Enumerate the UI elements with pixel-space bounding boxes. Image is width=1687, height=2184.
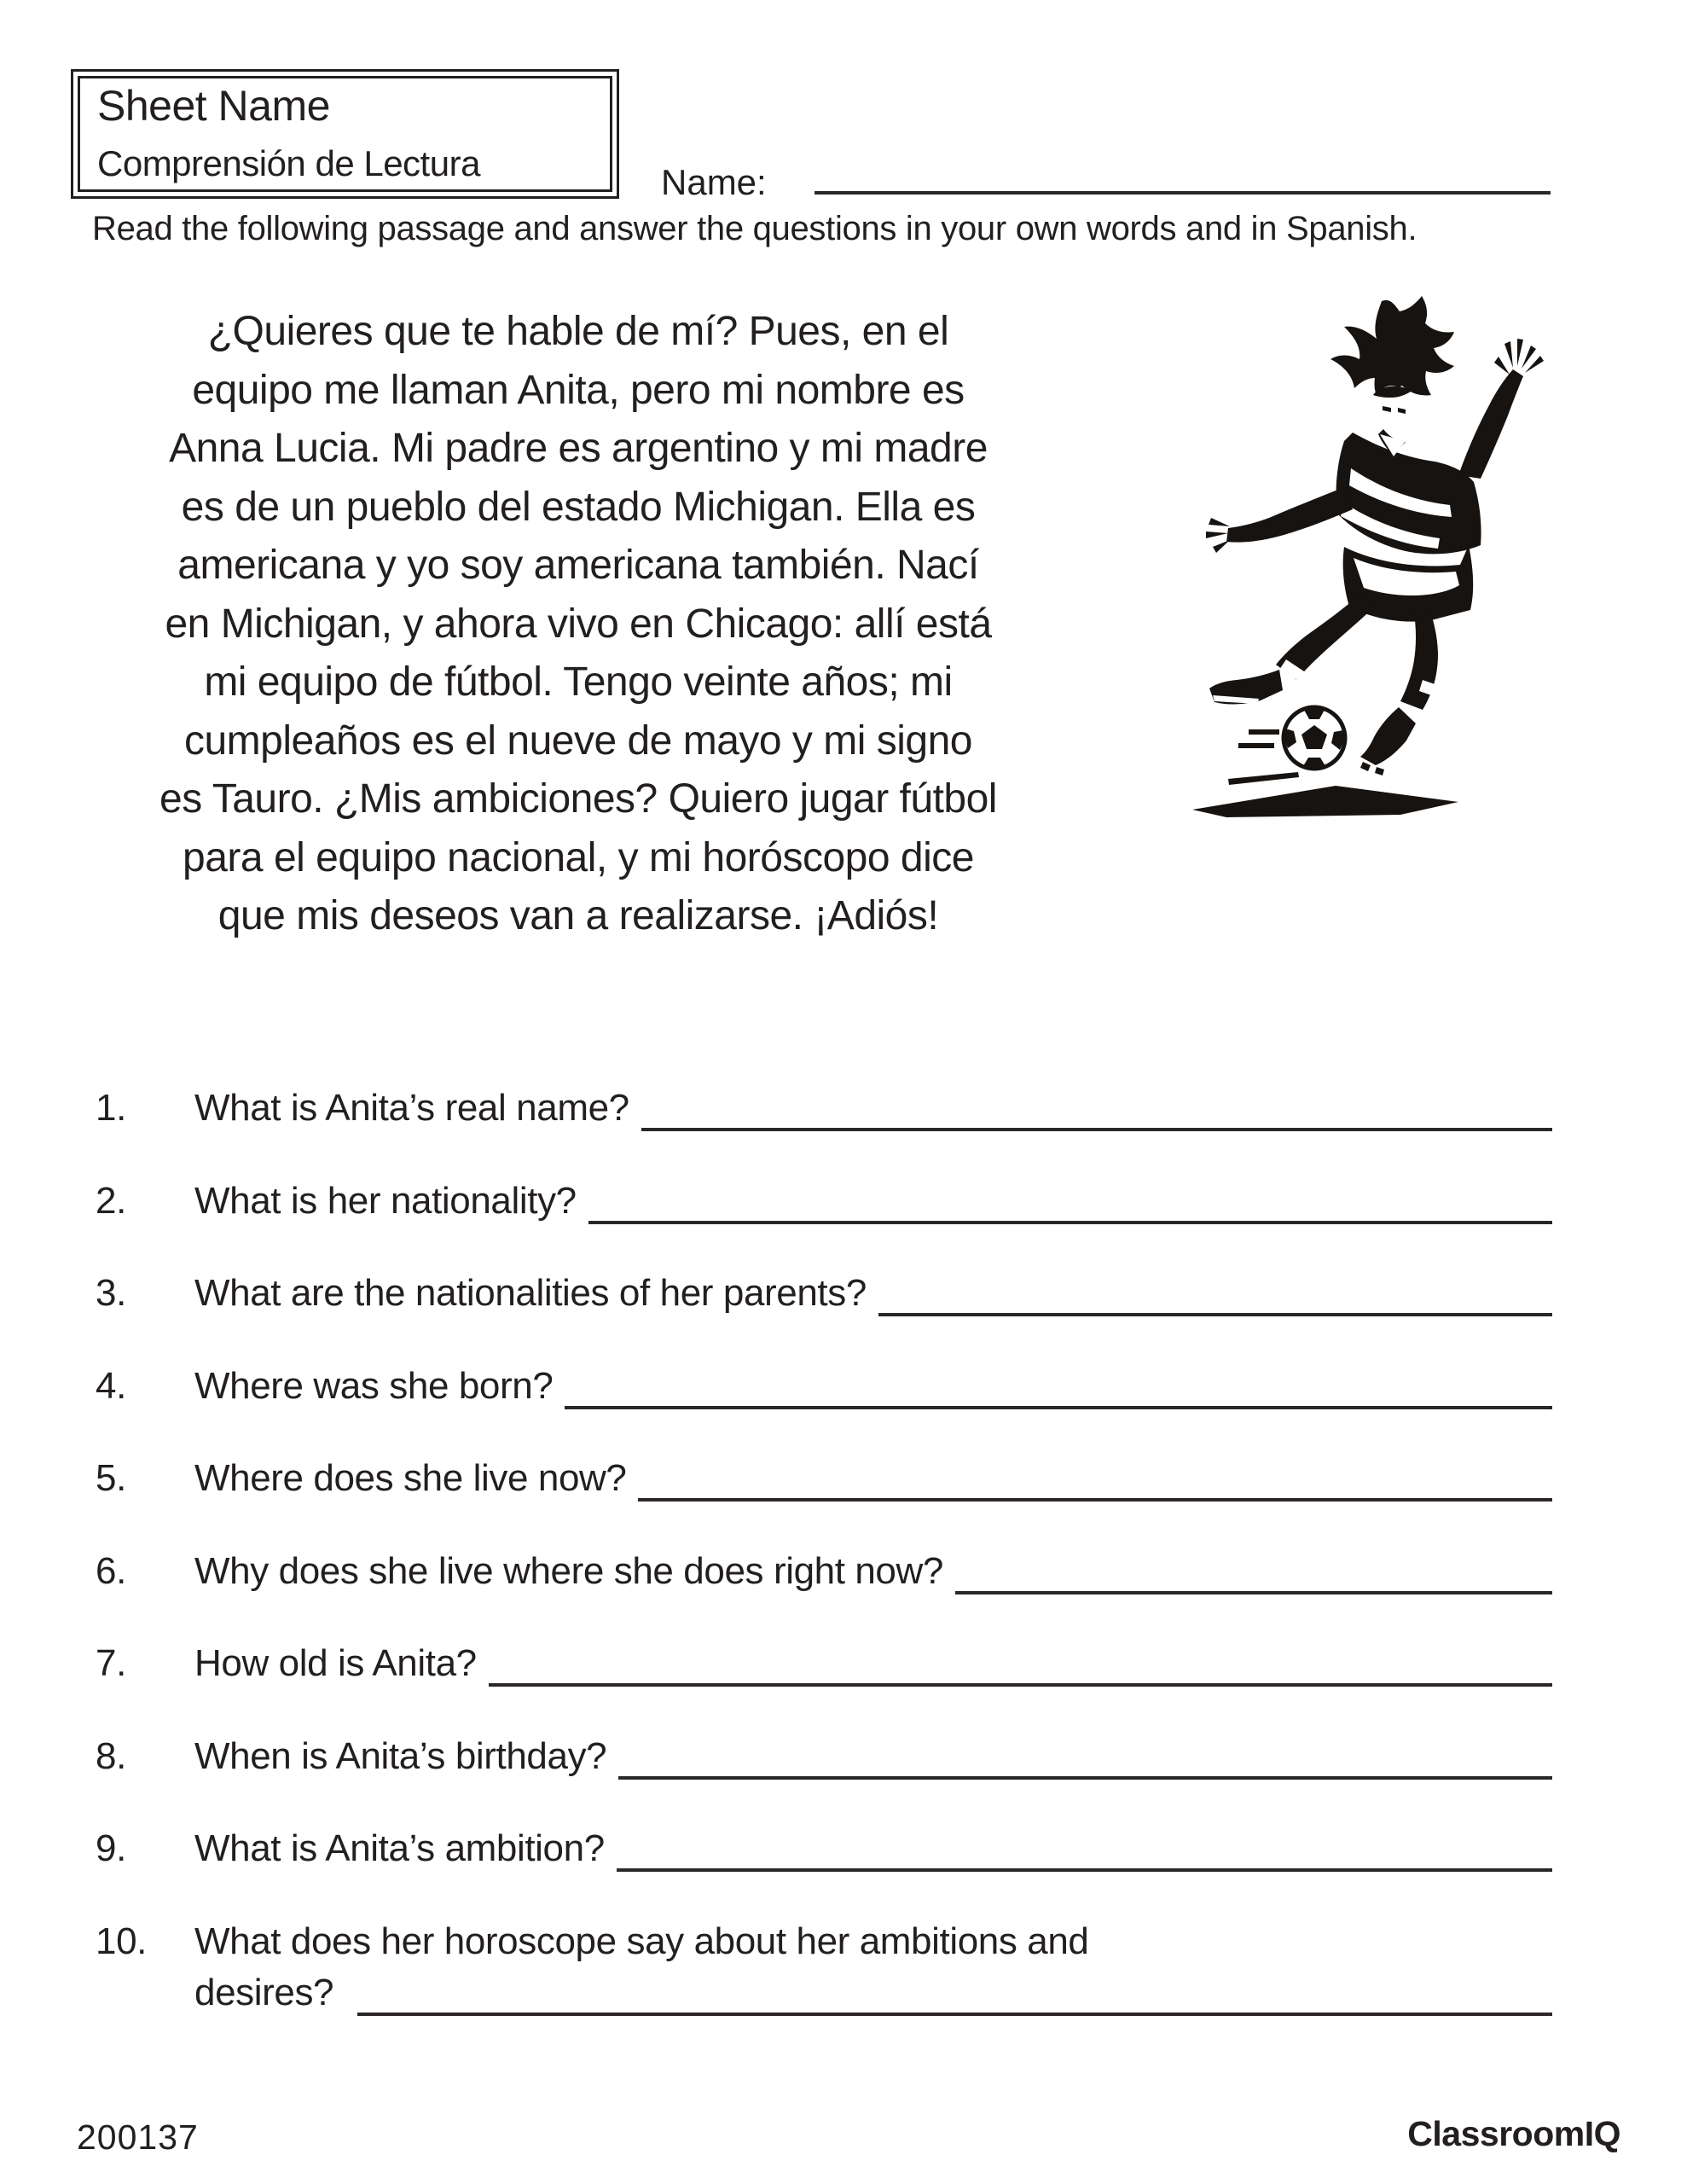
passage-line: Anna Lucia. Mi padre es argentino y mi madre — [169, 426, 988, 471]
sheet-name: Sheet Name — [97, 82, 330, 130]
question-number: 2. — [96, 1179, 126, 1222]
passage-line: cumpleaños es el nueve de mayo y mi signo — [183, 717, 972, 764]
question-text: Where does she live now? — [194, 1457, 627, 1499]
question-row — [0, 1178, 1687, 1271]
answer-line[interactable] — [565, 1363, 1552, 1409]
sheet-subtitle: Comprensión de Lectura — [97, 143, 480, 183]
cleat-stud — [1360, 762, 1371, 771]
cleat-stud — [1375, 767, 1384, 775]
question-row — [0, 1085, 1687, 1178]
question-line — [0, 1085, 1687, 1131]
answer-line[interactable] — [955, 1548, 1552, 1594]
name-input-line[interactable] — [815, 191, 1551, 195]
left-hand-finger — [1209, 518, 1230, 526]
answer-line[interactable] — [617, 1826, 1552, 1872]
question-line — [0, 1178, 1687, 1224]
question-text: desires? — [194, 1971, 334, 2013]
question-line — [0, 1641, 1687, 1687]
answer-line[interactable] — [357, 1970, 1552, 2016]
question-row — [0, 1919, 1687, 2012]
question-row — [0, 1734, 1687, 1827]
name-label: Name: — [661, 162, 767, 202]
reading-passage — [72, 303, 1084, 946]
answer-line[interactable] — [638, 1455, 1552, 1502]
answer-line[interactable] — [588, 1178, 1552, 1224]
question-line-continued — [0, 1970, 1687, 2016]
question-text: What are the nationalities of her parents? — [194, 1272, 867, 1314]
passage-line: en Michigan, y ahora vivo en Chicago: allí está — [165, 601, 992, 647]
raised-hand-finger — [1504, 341, 1513, 368]
passage-line: para el equipo nacional, y mi horóscopo dice — [183, 834, 974, 880]
question-line — [0, 1363, 1687, 1409]
question-line — [0, 1455, 1687, 1502]
question-line — [0, 1270, 1687, 1316]
question-line — [0, 1548, 1687, 1594]
ground-shadow — [1192, 786, 1458, 817]
passage-line: que mis deseos van a realizarse. ¡Adiós! — [217, 893, 939, 938]
question-number: 4. — [96, 1364, 126, 1407]
question-row — [0, 1641, 1687, 1734]
question-row — [0, 1826, 1687, 1919]
title-box-inner — [78, 76, 612, 192]
question-list — [0, 1085, 1687, 2011]
answer-line[interactable] — [489, 1641, 1552, 1687]
question-row — [0, 1363, 1687, 1456]
question-row — [0, 1455, 1687, 1548]
question-number: 1. — [96, 1087, 126, 1129]
question-text: How old is Anita? — [194, 1642, 477, 1684]
raised-arm — [1458, 369, 1523, 479]
question-text: What is Anita’s real name? — [194, 1087, 629, 1129]
instructions-text: Read the following passage and answer the questions in your own words and in Spanish. — [92, 210, 1417, 247]
passage-line: mi equipo de fútbol. Tengo veinte años; mi — [204, 659, 953, 705]
question-text: Where was she born? — [194, 1364, 554, 1407]
question-row — [0, 1548, 1687, 1641]
answer-line[interactable] — [878, 1270, 1552, 1316]
left-hand-finger — [1206, 531, 1228, 538]
question-number: 10. — [96, 1920, 147, 1962]
question-row — [0, 1270, 1687, 1363]
passage-line: ¿Quieres que te hable de mí? Pues, en el — [207, 309, 949, 354]
passage-line: es Tauro. ¿Mis ambiciones? Quiero jugar fútbol — [159, 776, 997, 822]
question-text: When is Anita’s birthday? — [194, 1734, 607, 1777]
question-text: What is her nationality? — [194, 1179, 577, 1222]
question-text: What is Anita’s ambition? — [194, 1827, 605, 1869]
answer-line[interactable] — [618, 1734, 1552, 1780]
passage-line: americana y yo soy americana también. Nací — [177, 543, 979, 588]
motion-line — [1228, 772, 1299, 785]
question-line — [0, 1919, 1687, 1965]
brand-logo: ClassroomIQ — [1407, 2114, 1620, 2153]
question-number: 9. — [96, 1827, 126, 1869]
question-line — [0, 1734, 1687, 1780]
question-number: 6. — [96, 1549, 126, 1592]
worksheet-code: 200137 — [77, 2117, 199, 2157]
passage-line: equipo me llaman Anita, pero mi nombre es — [192, 367, 965, 413]
question-text: Why does she live where she does right now? — [194, 1549, 943, 1592]
left-arm — [1226, 487, 1353, 543]
question-number: 5. — [96, 1457, 126, 1499]
answer-line[interactable] — [641, 1085, 1552, 1131]
motion-line — [1249, 729, 1279, 735]
soccer-player-ink-group — [1192, 296, 1544, 817]
title-box — [71, 69, 619, 199]
motion-line — [1238, 743, 1274, 748]
question-line — [0, 1826, 1687, 1872]
soccer-player-illustration — [1177, 294, 1552, 823]
question-number: 7. — [96, 1642, 126, 1684]
passage-line: es de un pueblo del estado Michigan. Ella es — [181, 484, 976, 530]
striking-cleat — [1360, 707, 1416, 765]
left-hand-finger — [1213, 540, 1230, 553]
question-number: 8. — [96, 1734, 126, 1777]
raised-hand-finger — [1517, 339, 1523, 366]
question-text: What does her horoscope say about her ambitions and — [194, 1920, 1089, 1962]
raised-hand-finger — [1494, 357, 1510, 375]
question-number: 3. — [96, 1272, 126, 1314]
